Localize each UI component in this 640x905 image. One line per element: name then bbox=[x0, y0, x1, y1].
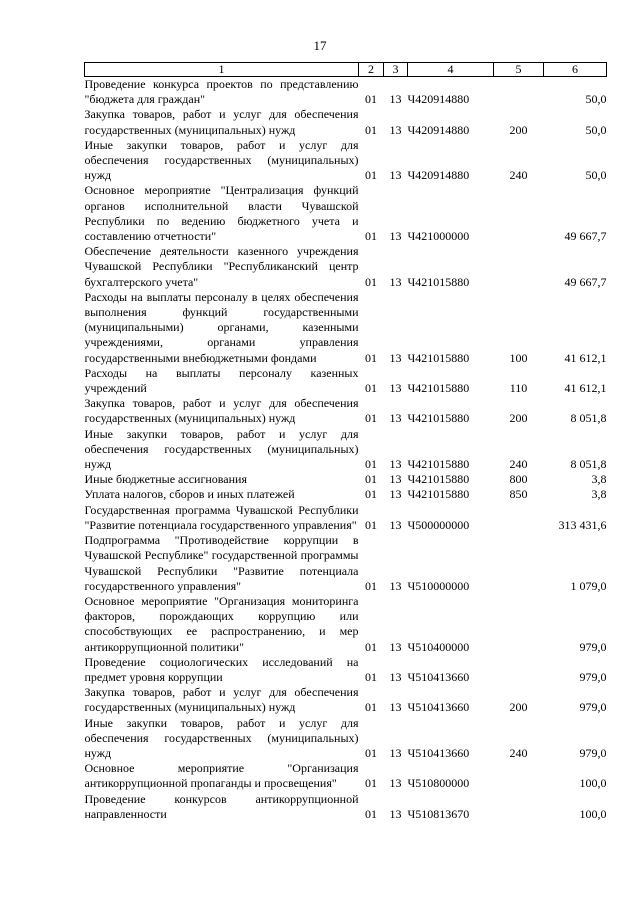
section-code-cell: 01 bbox=[365, 669, 377, 684]
amount-cell: 50,0 bbox=[585, 168, 607, 183]
section-code-cell: 01 bbox=[365, 517, 377, 532]
expense-type-cell: 200 bbox=[509, 411, 528, 426]
amount-cell: 50,0 bbox=[585, 122, 607, 137]
subsection-code-cell: 13 bbox=[389, 639, 402, 654]
subsection-code-cell: 13 bbox=[389, 229, 402, 244]
table-row bbox=[85, 685, 607, 715]
item-name-cell: Иные закупки товаров, работ и услуг для обеспечения государственных (муниципальных) нужд bbox=[84, 137, 359, 183]
section-code-cell: 01 bbox=[365, 639, 377, 654]
budget-table bbox=[84, 62, 607, 822]
subsection-code-cell: 13 bbox=[389, 487, 402, 502]
expense-type-cell: 200 bbox=[509, 700, 528, 715]
target-article-cell: Ч510000000 bbox=[407, 578, 470, 593]
expense-type-cell: 200 bbox=[509, 122, 528, 137]
section-code-cell: 01 bbox=[365, 776, 377, 791]
target-article-cell: Ч510400000 bbox=[407, 639, 470, 654]
amount-cell: 8 051,8 bbox=[570, 457, 607, 472]
amount-cell: 3,8 bbox=[591, 472, 607, 487]
section-code-cell: 01 bbox=[365, 122, 377, 137]
table-body bbox=[85, 77, 607, 822]
expense-type-cell: 850 bbox=[509, 487, 528, 502]
subsection-code-cell: 13 bbox=[389, 274, 402, 289]
amount-cell: 1 079,0 bbox=[570, 578, 607, 593]
table-row bbox=[85, 472, 607, 487]
item-name-cell: Государственная программа Чувашской Республики "Развитие потенциала государственного управления" bbox=[84, 502, 359, 532]
amount-cell: 313 431,6 bbox=[558, 517, 607, 532]
subsection-code-cell: 13 bbox=[389, 472, 402, 487]
target-article-cell: Ч510800000 bbox=[407, 776, 470, 791]
amount-cell: 100,0 bbox=[579, 776, 607, 791]
subsection-code-cell: 13 bbox=[389, 669, 402, 684]
table-row bbox=[85, 503, 607, 533]
target-article-cell: Ч421015880 bbox=[407, 472, 470, 487]
target-article-cell: Ч421015880 bbox=[407, 274, 470, 289]
item-name-cell: Основное мероприятие "Централизация функций органов исполнительной власти Чувашской Республики по ведению бюджетного учета и составлению отчетности" bbox=[84, 183, 359, 244]
subsection-code-cell: 13 bbox=[389, 517, 402, 532]
expense-type-cell: 800 bbox=[509, 472, 528, 487]
amount-cell: 979,0 bbox=[579, 745, 607, 760]
column-header-4: 4 bbox=[408, 63, 494, 77]
item-name-cell: Проведение социологических исследований на предмет уровня коррупции bbox=[84, 654, 359, 684]
table-row bbox=[85, 716, 607, 762]
column-header-6: 6 bbox=[544, 63, 607, 77]
amount-cell: 8 051,8 bbox=[570, 411, 607, 426]
expense-type-cell: 240 bbox=[509, 457, 528, 472]
item-name-cell: Иные закупки товаров, работ и услуг для обеспечения государственных (муниципальных) нужд bbox=[84, 426, 359, 472]
table-row bbox=[85, 655, 607, 685]
section-code-cell: 01 bbox=[365, 745, 377, 760]
table-row bbox=[85, 792, 607, 822]
target-article-cell: Ч421015880 bbox=[407, 381, 470, 396]
table-header bbox=[85, 63, 607, 77]
target-article-cell: Ч510413660 bbox=[407, 700, 470, 715]
expense-type-cell bbox=[494, 244, 544, 290]
amount-cell: 979,0 bbox=[579, 639, 607, 654]
target-article-cell: Ч421015880 bbox=[407, 487, 470, 502]
subsection-code-cell: 13 bbox=[389, 745, 402, 760]
item-name-cell: Проведение конкурса проектов по представлению "бюджета для граждан" bbox=[84, 77, 359, 107]
table-row bbox=[85, 366, 607, 396]
target-article-cell: Ч420914880 bbox=[407, 92, 470, 107]
subsection-code-cell: 13 bbox=[389, 92, 402, 107]
amount-cell: 3,8 bbox=[591, 487, 607, 502]
section-code-cell: 01 bbox=[365, 274, 377, 289]
section-code-cell: 01 bbox=[365, 487, 377, 502]
expense-type-cell bbox=[494, 533, 544, 594]
section-code-cell: 01 bbox=[365, 806, 377, 821]
header-row bbox=[85, 63, 607, 77]
column-header-3: 3 bbox=[384, 63, 408, 77]
item-name-cell: Уплата налогов, сборов и иных платежей bbox=[84, 487, 295, 502]
subsection-code-cell: 13 bbox=[389, 578, 402, 593]
table-row bbox=[85, 183, 607, 244]
item-name-cell: Основное мероприятие "Организация антикоррупционной пропаганды и просвещения" bbox=[84, 761, 359, 791]
target-article-cell: Ч510413660 bbox=[407, 669, 470, 684]
item-name-cell: Обеспечение деятельности казенного учреждения Чувашской Республики "Республиканский центр бухгалтерского учета" bbox=[84, 244, 359, 289]
section-code-cell: 01 bbox=[365, 92, 377, 107]
subsection-code-cell: 13 bbox=[389, 411, 402, 426]
table-row bbox=[85, 107, 607, 137]
table-row bbox=[85, 594, 607, 655]
expense-type-cell: 240 bbox=[509, 168, 528, 183]
subsection-code-cell: 13 bbox=[389, 700, 402, 715]
item-name-cell: Проведение конкурсов антикоррупционной направленности bbox=[84, 791, 359, 821]
subsection-code-cell: 13 bbox=[389, 168, 402, 183]
subsection-code-cell: 13 bbox=[389, 350, 402, 365]
item-name-cell: Расходы на выплаты персоналу казенных учреждений bbox=[84, 365, 359, 396]
table-row bbox=[85, 290, 607, 366]
column-header-5: 5 bbox=[494, 63, 544, 77]
target-article-cell: Ч510413660 bbox=[407, 745, 470, 760]
section-code-cell: 01 bbox=[365, 700, 377, 715]
target-article-cell: Ч500000000 bbox=[407, 517, 470, 532]
page-number: 17 bbox=[313, 38, 327, 53]
table-row bbox=[85, 138, 607, 184]
column-header-2: 2 bbox=[359, 63, 384, 77]
section-code-cell: 01 bbox=[365, 411, 377, 426]
expense-type-cell bbox=[494, 792, 544, 822]
item-name-cell: Иные закупки товаров, работ и услуг для обеспечения государственных (муниципальных) нужд bbox=[84, 715, 359, 760]
expense-type-cell: 240 bbox=[509, 745, 528, 760]
subsection-code-cell: 13 bbox=[389, 381, 402, 396]
table-row bbox=[85, 487, 607, 502]
amount-cell: 979,0 bbox=[579, 669, 607, 684]
amount-cell: 49 667,7 bbox=[564, 229, 607, 244]
target-article-cell: Ч421000000 bbox=[407, 229, 470, 244]
amount-cell: 100,0 bbox=[579, 806, 607, 821]
table-row bbox=[85, 77, 607, 108]
table-row bbox=[85, 761, 607, 791]
expense-type-cell bbox=[494, 761, 544, 791]
amount-cell: 50,0 bbox=[585, 92, 607, 107]
subsection-code-cell: 13 bbox=[389, 457, 402, 472]
amount-cell: 41 612,1 bbox=[564, 381, 607, 396]
item-name-cell: Подпрограмма "Противодействие коррупции в Чувашской Республике" государственной программы Чувашской Республики "Развитие потенциала государственного управления" bbox=[84, 533, 359, 593]
section-code-cell: 01 bbox=[365, 381, 377, 396]
amount-cell: 979,0 bbox=[579, 700, 607, 715]
expense-type-cell bbox=[494, 594, 544, 655]
table-row bbox=[85, 396, 607, 426]
expense-type-cell bbox=[494, 655, 544, 685]
item-name-cell: Иные бюджетные ассигнования bbox=[84, 472, 247, 487]
expense-type-cell: 100 bbox=[509, 350, 528, 365]
amount-cell: 41 612,1 bbox=[564, 350, 607, 365]
table-row bbox=[85, 244, 607, 290]
amount-cell: 49 667,7 bbox=[564, 274, 607, 289]
expense-type-cell bbox=[494, 77, 544, 108]
item-name-cell: Закупка товаров, работ и услуг для обеспечения государственных (муниципальных) нужд bbox=[84, 107, 359, 137]
section-code-cell: 01 bbox=[365, 578, 377, 593]
item-name-cell: Основное мероприятие "Организация мониторинга факторов, порождающих коррупцию или способствующих ее распространению, и мер антикоррупционной политики" bbox=[84, 593, 359, 654]
target-article-cell: Ч421015880 bbox=[407, 411, 470, 426]
expense-type-cell: 110 bbox=[509, 381, 528, 396]
section-code-cell: 01 bbox=[365, 457, 377, 472]
subsection-code-cell: 13 bbox=[389, 806, 402, 821]
item-name-cell: Расходы на выплаты персоналу в целях обеспечения выполнения функций государственными (муниципальными) органами, казенными учреждениями, органами управления государственными внебюджетными фондами bbox=[84, 289, 359, 365]
target-article-cell: Ч510813670 bbox=[407, 806, 470, 821]
expense-type-cell bbox=[494, 183, 544, 244]
subsection-code-cell: 13 bbox=[389, 122, 402, 137]
section-code-cell: 01 bbox=[365, 472, 377, 487]
subsection-code-cell: 13 bbox=[389, 776, 402, 791]
item-name-cell: Закупка товаров, работ и услуг для обеспечения государственных (муниципальных) нужд bbox=[84, 685, 359, 715]
target-article-cell: Ч420914880 bbox=[407, 122, 470, 137]
section-code-cell: 01 bbox=[365, 168, 377, 183]
section-code-cell: 01 bbox=[365, 229, 377, 244]
expense-type-cell bbox=[494, 503, 544, 533]
table-row bbox=[85, 427, 607, 473]
column-header-1: 1 bbox=[85, 63, 359, 77]
target-article-cell: Ч420914880 bbox=[407, 168, 470, 183]
item-name-cell: Закупка товаров, работ и услуг для обеспечения государственных (муниципальных) нужд bbox=[84, 396, 359, 426]
table-row bbox=[85, 533, 607, 594]
section-code-cell: 01 bbox=[365, 350, 377, 365]
target-article-cell: Ч421015880 bbox=[407, 350, 470, 365]
target-article-cell: Ч421015880 bbox=[407, 457, 470, 472]
